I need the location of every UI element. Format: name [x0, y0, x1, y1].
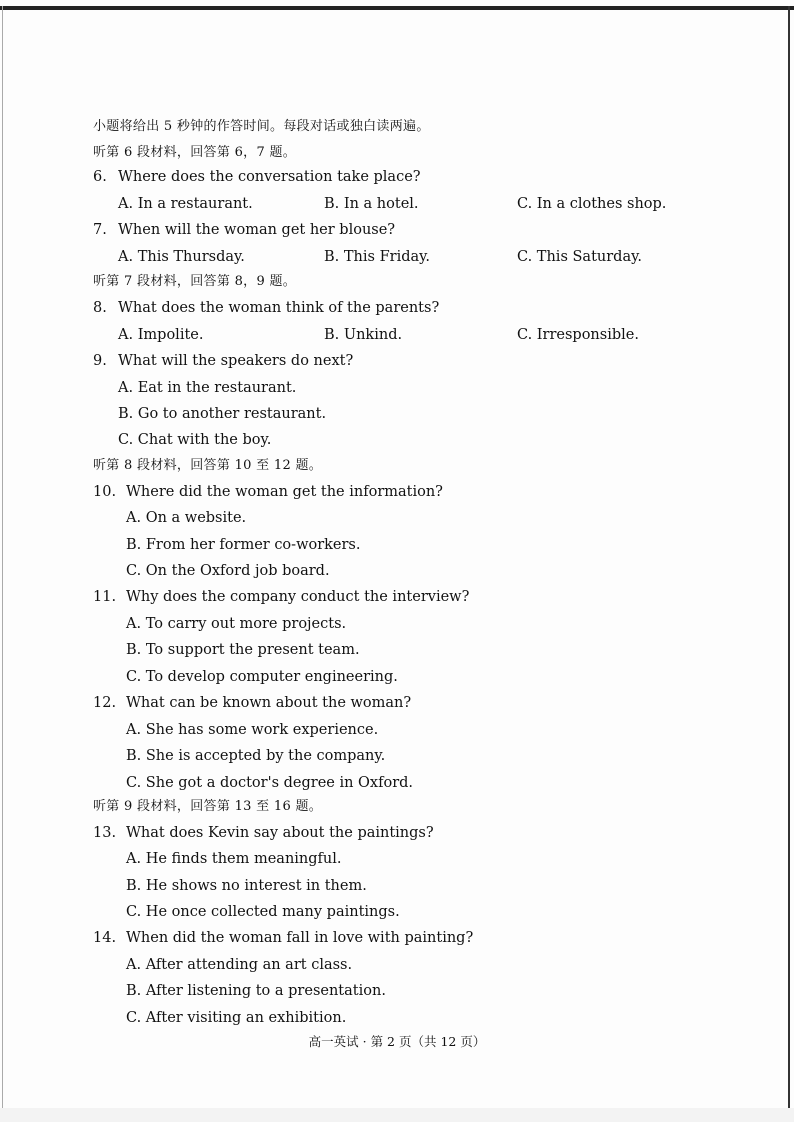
question-number: 10.: [93, 484, 117, 500]
question-number: 11.: [93, 589, 117, 605]
question-number: 7.: [93, 222, 107, 238]
question-text: Where does the conversation take place?: [118, 169, 421, 185]
question-8: [93, 298, 440, 318]
option-8c: C. Irresponsible.: [517, 327, 639, 343]
question-13: [93, 823, 434, 843]
option-7b: B. This Friday.: [324, 249, 431, 265]
option-11b: B. To support the present team.: [126, 642, 360, 658]
section-heading-9: 听第 9 段材料，回答第 13 至 16 题。: [93, 799, 323, 814]
option-8b: B. Unkind.: [324, 327, 403, 343]
question-text: What will the speakers do next?: [118, 353, 354, 369]
option-9b: B. Go to another restaurant.: [118, 406, 327, 422]
question-text: Why does the company conduct the interview?: [126, 589, 470, 605]
question-12: [93, 693, 412, 713]
option-7a: A. This Thursday.: [118, 249, 245, 265]
option-10c: C. On the Oxford job board.: [126, 563, 330, 579]
right-border: [788, 6, 790, 1114]
option-13b: B. He shows no interest in them.: [126, 878, 367, 894]
question-number: 8.: [93, 300, 107, 316]
bottom-edge: [0, 1108, 794, 1122]
question-number: 9.: [93, 353, 107, 369]
option-6c: C. In a clothes shop.: [517, 196, 667, 212]
left-border: [2, 6, 3, 1114]
option-10b: B. From her former co-workers.: [126, 537, 361, 553]
question-text: What can be known about the woman?: [126, 695, 412, 711]
question-number: 13.: [93, 825, 117, 841]
section-heading-6: 听第 6 段材料，回答第 6，7 题。: [93, 145, 297, 160]
question-6: [93, 167, 421, 187]
option-11a: A. To carry out more projects.: [126, 616, 347, 632]
question-text: What does Kevin say about the paintings?: [126, 825, 434, 841]
question-number: 14.: [93, 930, 117, 946]
option-13c: C. He once collected many paintings.: [126, 904, 400, 920]
option-6a: A. In a restaurant.: [118, 196, 253, 212]
question-14: [93, 928, 474, 948]
option-12c: C. She got a doctor's degree in Oxford.: [126, 775, 414, 791]
question-11: [93, 587, 470, 607]
option-13a: A. He finds them meaningful.: [126, 851, 342, 867]
section-heading-8: 听第 8 段材料，回答第 10 至 12 题。: [93, 458, 323, 473]
option-14b: B. After listening to a presentation.: [126, 983, 386, 999]
intro-line: 小题将给出 5 秒钟的作答时间。每段对话或独白读两遍。: [93, 119, 430, 134]
top-border: [0, 6, 794, 10]
question-9: [93, 351, 354, 371]
option-12b: B. She is accepted by the company.: [126, 748, 386, 764]
option-8a: A. Impolite.: [118, 327, 204, 343]
page-footer: 高一英试 · 第 2 页（共 12 页）: [308, 1034, 486, 1049]
question-text: What does the woman think of the parents?: [118, 300, 440, 316]
option-10a: A. On a website.: [126, 510, 247, 526]
question-text: When did the woman fall in love with painting?: [126, 930, 474, 946]
question-10: [93, 482, 443, 502]
option-14a: A. After attending an art class.: [126, 957, 353, 973]
option-7c: C. This Saturday.: [517, 249, 642, 265]
question-text: When will the woman get her blouse?: [118, 222, 396, 238]
question-text: Where did the woman get the information?: [126, 484, 443, 500]
option-12a: A. She has some work experience.: [126, 722, 379, 738]
question-number: 12.: [93, 695, 117, 711]
question-7: [93, 220, 396, 240]
option-6b: B. In a hotel.: [324, 196, 419, 212]
option-14c: C. After visiting an exhibition.: [126, 1010, 347, 1026]
option-11c: C. To develop computer engineering.: [126, 669, 398, 685]
option-9a: A. Eat in the restaurant.: [118, 380, 297, 396]
option-9c: C. Chat with the boy.: [118, 432, 272, 448]
section-heading-7: 听第 7 段材料，回答第 8，9 题。: [93, 274, 297, 289]
question-number: 6.: [93, 169, 107, 185]
